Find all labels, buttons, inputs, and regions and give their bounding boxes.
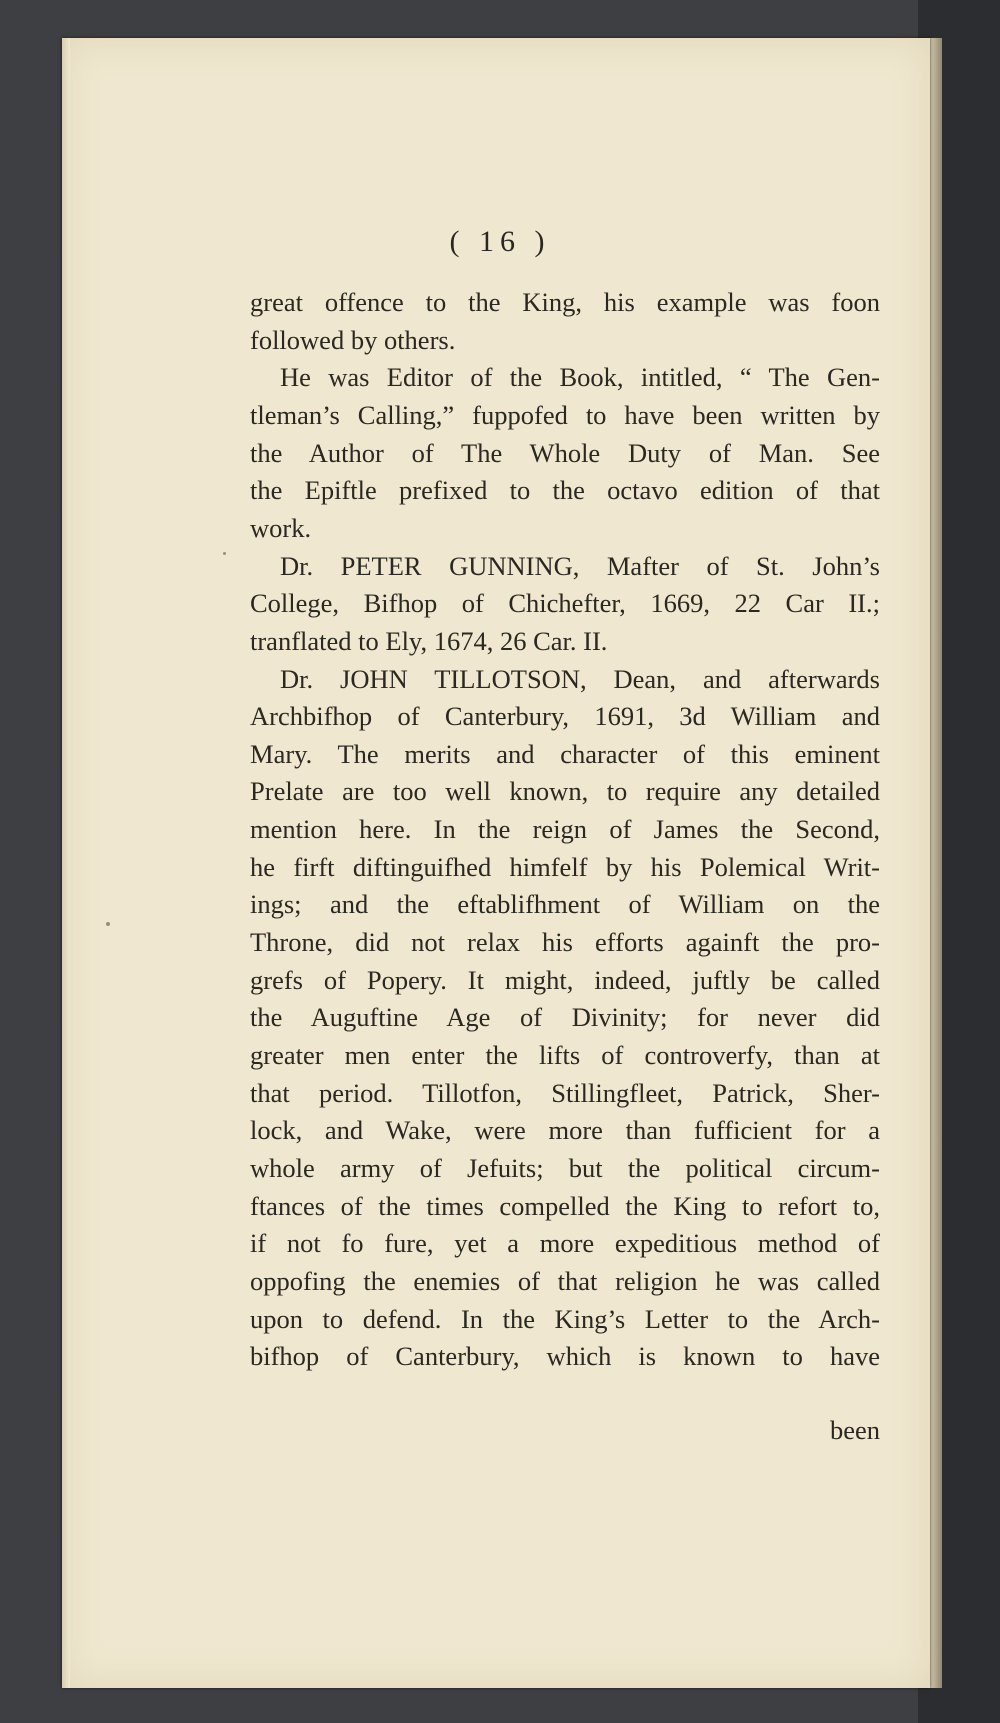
- text-line: the Auguftine Age of Divinity; for never did: [250, 1002, 880, 1033]
- text-line: work.: [250, 512, 312, 543]
- text-line: Prelate are too well known, to require any detailed: [250, 776, 880, 807]
- text-line: if not fo fure, yet a more expeditious method of: [250, 1228, 880, 1259]
- text-line: oppofing the enemies of that religion he was called: [250, 1265, 880, 1296]
- page-gutter-shadow: [62, 38, 70, 1688]
- text-line: upon to defend. In the King’s Letter to the Arch-: [250, 1303, 880, 1334]
- text-line: greater men enter the lifts of controverfy, than at: [250, 1040, 880, 1070]
- text-line: the Author of The Whole Duty of Man. See: [250, 437, 880, 468]
- text-line: ftances of the times compelled the King to refort to,: [250, 1190, 880, 1221]
- text-line: grefs of Popery. It might, indeed, juftly be called: [250, 964, 880, 995]
- text-line: he firft diftinguifhed himfelf by his Polemical Writ-: [250, 851, 880, 882]
- text-line: Archbifhop of Canterbury, 1691, 3d William and: [250, 701, 880, 732]
- text-line: bifhop of Canterbury, which is known to have: [250, 1341, 880, 1372]
- text-line: that period. Tillotfon, Stillingfleet, Patrick, Sher-: [250, 1077, 880, 1108]
- text-line: lock, and Wake, were more than fufficient for a: [250, 1115, 880, 1146]
- text-line: great offence to the King, his example was foon: [250, 287, 880, 317]
- text-line: the Epiftle prefixed to the octavo edition of that: [250, 475, 880, 506]
- text-line: tleman’s Calling,” fuppofed to have been written by: [250, 399, 880, 430]
- text-line: He was Editor of the Book, intitled, “ The Gen-: [280, 362, 880, 393]
- text-line: Dr. JOHN TILLOTSON, Dean, and afterwards: [280, 663, 880, 694]
- text-line: Mary. The merits and character of this eminent: [250, 738, 880, 769]
- page-number: ( 16 ): [449, 225, 551, 258]
- catchword: been: [829, 1415, 880, 1445]
- text-line: ings; and the eftablifhment of William on the: [250, 889, 880, 920]
- text-line: tranflated to Ely, 1674, 26 Car. II.: [250, 625, 608, 656]
- text-line: mention here. In the reign of James the Second,: [250, 814, 880, 845]
- text-line: Throne, did not relax his efforts againft the pro-: [250, 927, 880, 958]
- text-line: College, Bifhop of Chichefter, 1669, 22 Car II.;: [250, 588, 880, 619]
- text-line: followed by others.: [250, 324, 456, 355]
- text-line: Dr. PETER GUNNING, Mafter of St. John’s: [280, 550, 880, 581]
- paper-speck: [106, 922, 110, 926]
- paper-speck: [223, 552, 226, 555]
- text-line: whole army of Jefuits; but the political circum-: [250, 1152, 880, 1183]
